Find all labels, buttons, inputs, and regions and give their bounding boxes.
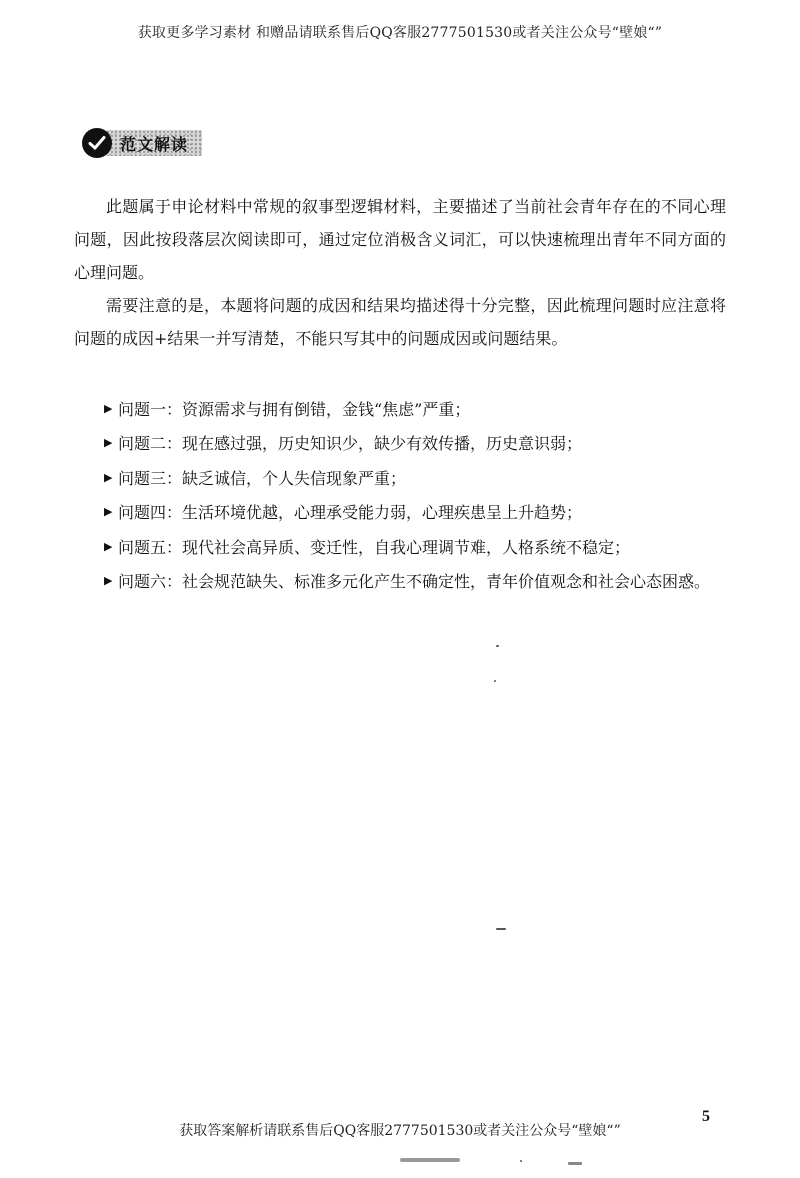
section-heading — [82, 128, 202, 158]
page-number: 5 — [702, 1108, 710, 1125]
triangle-bullet-icon: ▶ — [104, 436, 113, 450]
scan-speck — [400, 1158, 460, 1162]
scan-speck — [496, 645, 499, 647]
issue-text: 问题二：现在感过强，历史知识少，缺少有效传播，历史意识弱； — [118, 434, 583, 454]
list-item — [104, 495, 744, 530]
issue-text: 问题三：缺乏诚信，个人失信现象严重； — [118, 468, 407, 488]
list-item — [104, 460, 744, 495]
scan-speck — [496, 928, 506, 930]
footer-watermark-note: 获取答案解析请联系售后QQ客服2777501530或者关注公众号“壁娘“” — [179, 1123, 621, 1139]
paragraph-note: 需要注意的是，本题将问题的成因和结果均描述得十分完整，因此梳理问题时应注意将问题的成因+结果一并写清楚，不能只写其中的问题成因或问题结果。 — [74, 296, 726, 348]
list-item — [104, 391, 744, 426]
scan-speck — [494, 680, 496, 682]
triangle-bullet-icon: ▶ — [104, 470, 113, 484]
list-item — [104, 564, 744, 599]
issue-list — [104, 391, 744, 598]
triangle-bullet-icon: ▶ — [104, 539, 113, 553]
scan-speck — [520, 1160, 522, 1162]
header-watermark-note: 获取更多学习素材 和赠品请联系售后QQ客服2777501530或者关注公众号“壁娘“” — [137, 25, 663, 41]
triangle-bullet-icon: ▶ — [104, 401, 113, 415]
issue-text: 问题五：现代社会高异质、变迁性，自我心理调节难，人格系统不稳定； — [118, 537, 631, 557]
paragraph-analysis: 此题属于申论材料中常规的叙事型逻辑材料，主要描述了当前社会青年存在的不同心理问题，因此按段落层次阅读即可，通过定位消极含义词汇，可以快速梳理出青年不同方面的心理问题。 — [74, 197, 726, 282]
issue-text: 问题一：资源需求与拥有倒错，金钱“焦虑”严重； — [118, 399, 471, 419]
triangle-bullet-icon: ▶ — [104, 574, 113, 588]
check-icon — [82, 128, 112, 158]
issue-text: 问题四：生活环境优越，心理承受能力弱，心理疾患呈上升趋势； — [118, 503, 583, 523]
section-title: 范文解读 — [106, 130, 202, 156]
list-item — [104, 529, 744, 564]
list-item — [104, 426, 744, 461]
scan-speck — [568, 1162, 582, 1165]
issue-text: 问题六：社会规范缺失、标准多元化产生不确定性，青年价值观念和社会心态困惑。 — [118, 572, 711, 592]
triangle-bullet-icon: ▶ — [104, 505, 113, 519]
